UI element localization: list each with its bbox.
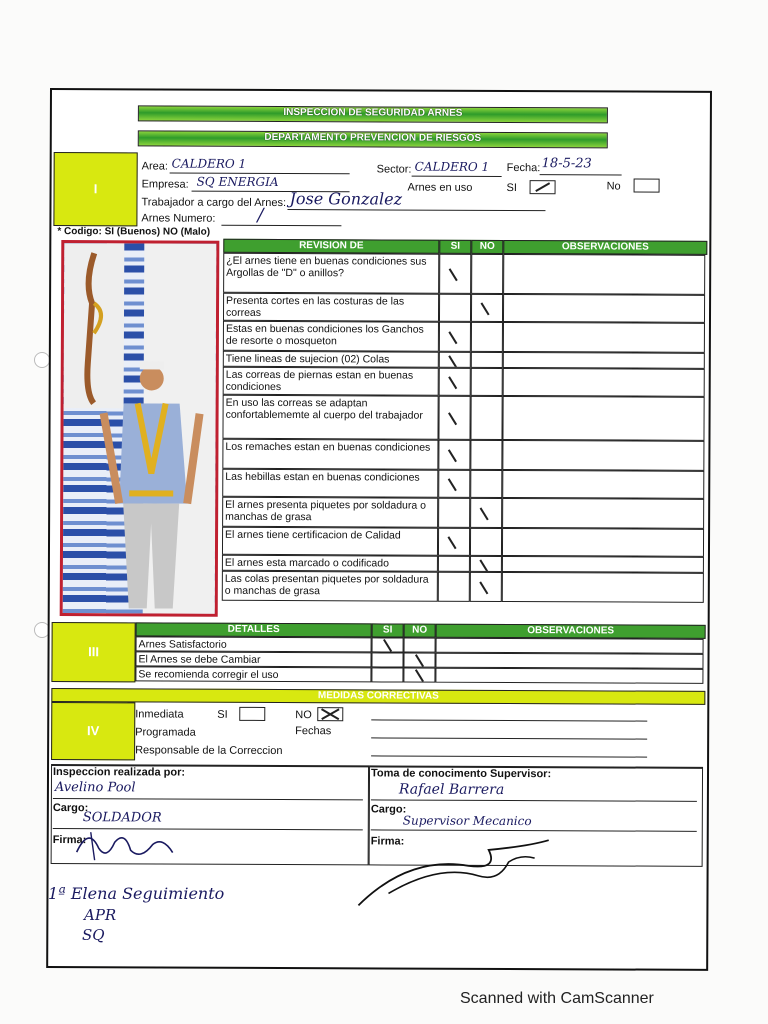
checklist-obs-cell: [503, 352, 705, 369]
check-mark: [446, 412, 464, 422]
check-mark: [445, 536, 463, 546]
checklist-obs-cell: [503, 368, 705, 397]
checklist-obs-cell: [503, 322, 705, 353]
checklist-obs-cell: [502, 440, 704, 471]
checklist-item-text: En uso las correas se adaptan confortablememte al cuerpo del trabajador: [222, 395, 438, 440]
checklist-no-cell[interactable]: [470, 440, 502, 470]
detalles-no-cell[interactable]: [403, 668, 435, 683]
inmediata-label: Inmediata: [135, 708, 184, 721]
check-mark: [477, 559, 495, 569]
inmediata-line: [371, 719, 647, 721]
check-mark: [446, 376, 464, 386]
inspeccion-label: Inspeccion realizada por:: [52, 766, 186, 779]
revision-no-header: NO: [471, 240, 503, 254]
checklist-obs-cell: [502, 528, 704, 557]
checklist-si-cell[interactable]: [438, 528, 470, 556]
checklist-no-cell[interactable]: [471, 368, 503, 396]
checklist-obs-cell: [502, 556, 704, 573]
arnes-uso-label: Arnes en uso: [407, 181, 473, 194]
checklist-si-cell[interactable]: [439, 254, 471, 294]
arnes-uso-no-checkbox[interactable]: [634, 179, 660, 193]
supervisor-value: Rafael Barrera: [398, 781, 505, 798]
fecha-value: 18-5-23: [541, 156, 592, 172]
checklist-item-text: Las correas de piernas estan en buenas condiciones: [223, 367, 439, 396]
fecha-line: [540, 174, 622, 175]
check-mark: [446, 355, 464, 365]
section-roman-iii: III: [51, 622, 135, 682]
codigo-note: * Codigo: SI (Buenos) NO (Malo): [57, 226, 211, 238]
checklist-si-cell[interactable]: [439, 368, 471, 396]
empresa-label: Empresa:: [141, 178, 189, 191]
fechas-label: Fechas: [295, 725, 332, 738]
detalles-obs-cell: [435, 653, 703, 669]
checklist-no-cell[interactable]: [471, 352, 503, 368]
responsable-label: Responsable de la Correccion: [135, 744, 283, 758]
checklist-item-text: Las hebillas estan en buenas condiciones: [222, 469, 438, 498]
programada-line: [371, 737, 647, 739]
checklist-no-cell[interactable]: [471, 322, 503, 352]
checklist-obs-cell: [503, 294, 705, 323]
check-mark: [412, 654, 430, 664]
responsable-line: [371, 755, 647, 757]
arnes-numero-label: Arnes Numero:: [141, 212, 216, 225]
check-mark: [477, 581, 495, 591]
trabajador-label: Trabajador a cargo del Arnes:: [141, 196, 287, 210]
checklist-item-text: El arnes tiene certificacion de Calidad: [222, 527, 438, 556]
checklist-item-text: Las colas presentan piquetes por soldadura o manchas de grasa: [222, 571, 438, 602]
arnes-numero-line: [221, 225, 341, 227]
detalles-si-cell[interactable]: [371, 652, 403, 667]
detalles-table: [52, 90, 710, 93]
check-mark: [478, 302, 496, 312]
checklist-table: [52, 90, 710, 93]
check-mark: [477, 507, 495, 517]
checklist-no-cell[interactable]: [470, 470, 502, 498]
checklist-obs-cell: [502, 396, 704, 441]
check-mark: [381, 638, 399, 648]
sector-line: [412, 176, 502, 177]
checklist-si-cell[interactable]: [439, 352, 471, 368]
checklist-no-cell[interactable]: [471, 254, 503, 294]
revision-si-header: SI: [439, 240, 471, 254]
detalles-no-header: NO: [404, 624, 436, 638]
supervisor-signature: [348, 835, 558, 916]
checklist-item-text: Los remaches estan en buenas condiciones: [222, 439, 438, 470]
firma-label: Firma:: [52, 834, 87, 847]
supervisor-label: Toma de conocimento Supervisor:: [370, 767, 552, 781]
checklist-si-cell[interactable]: [438, 556, 470, 572]
si-label: SI: [506, 181, 518, 195]
trabajador-line: [287, 209, 545, 211]
bottom-note-line1: 1ª Elena Seguimiento: [48, 884, 225, 903]
checklist-si-cell[interactable]: [439, 294, 471, 322]
inmediata-no-checkbox[interactable]: [317, 707, 343, 721]
inmediata-si-checkbox[interactable]: [239, 707, 265, 721]
detalles-si-cell[interactable]: [372, 637, 404, 652]
detalles-si-cell[interactable]: [371, 667, 403, 682]
sup-cargo-label: Cargo:: [370, 803, 407, 816]
inspeccion-value: Avelino Pool: [54, 780, 136, 796]
cargo-value: SOLDADOR: [82, 810, 162, 826]
checklist-item-text: Estas en buenas condiciones los Ganchos de resorte o mosqueton: [223, 321, 439, 352]
inmediata-no-label: NO: [295, 709, 312, 722]
checklist-item-text: El arnes esta marcado o codificado: [222, 555, 438, 572]
arnes-numero-scribble: /: [257, 204, 264, 226]
detalles-no-cell[interactable]: [403, 653, 435, 668]
revision-header: REVISION DE: [223, 239, 439, 254]
empresa-value: SQ ENERGIA: [196, 174, 279, 189]
medidas-header: MEDIDAS CORRECTIVAS: [51, 688, 705, 705]
checklist-no-cell[interactable]: [470, 396, 502, 440]
bottom-note-line2: APR: [84, 906, 117, 924]
bottom-note-line3: SQ: [82, 926, 105, 944]
camscanner-watermark: Scanned with CamScanner: [460, 990, 654, 1007]
no-label: No: [606, 180, 621, 193]
trabajador-value: Jose Gonzalez: [289, 189, 403, 209]
check-mark: [446, 268, 464, 278]
inspector-signature: [69, 824, 179, 864]
detalles-obs-cell: [435, 668, 703, 684]
detalles-item-text: Se recomienda corregir el uso: [135, 666, 371, 682]
checklist-no-cell[interactable]: [470, 556, 502, 572]
check-mark: [445, 478, 463, 488]
detalles-item-text: Arnes Satisfactorio: [136, 636, 372, 652]
checklist-no-cell[interactable]: [471, 294, 503, 322]
programada-label: Programada: [135, 726, 196, 739]
checklist-item-text: El arnes presenta piquetes por soldadura o manchas de grasa: [222, 497, 438, 528]
detalles-item-text: El Arnes se debe Cambiar: [135, 651, 371, 667]
inspection-form: [46, 88, 712, 971]
checklist-si-cell[interactable]: [438, 396, 470, 440]
checklist-si-cell[interactable]: [438, 440, 470, 470]
checklist-si-cell[interactable]: [439, 322, 471, 352]
fecha-label: Fecha:: [506, 161, 541, 175]
punch-hole: [34, 352, 50, 368]
checklist-item-text: ¿El arnes tiene en buenas condiciones sus Argollas de "D" o anillos?: [223, 253, 439, 294]
check-mark: [446, 331, 464, 341]
harness-worker-photo: [60, 240, 220, 617]
sup-firma-label: Firma:: [370, 835, 405, 848]
sup-cargo-value: Supervisor Mecanico: [402, 813, 532, 829]
form-title: INSPECCION DE SEGURIDAD ARNES: [138, 105, 608, 123]
checklist-si-cell[interactable]: [438, 498, 470, 528]
arnes-uso-si-checkbox[interactable]: [530, 180, 556, 194]
detalles-si-header: SI: [372, 623, 404, 637]
checklist-obs-cell: [502, 498, 704, 529]
inmediata-si-label: SI: [217, 708, 228, 721]
checklist-obs-cell: [502, 470, 704, 499]
checklist-obs-cell: [503, 254, 705, 295]
checklist-no-cell[interactable]: [470, 572, 502, 602]
checklist-no-cell[interactable]: [470, 528, 502, 556]
checklist-item-text: Presenta cortes en las costuras de las correas: [223, 293, 439, 322]
sector-value: CALDERO 1: [414, 159, 490, 174]
revision-obs-header: OBSERVACIONES: [503, 240, 707, 255]
section-roman-i: I: [53, 152, 137, 226]
area-label: Area:: [141, 160, 168, 173]
cargo-label: Cargo:: [52, 802, 89, 815]
department-title: DEPARTAMENTO PREVENCION DE RIESGOS: [138, 130, 608, 148]
checklist-item-text: Tiene lineas de sujecion (02) Colas: [223, 351, 439, 368]
checklist-si-cell[interactable]: [438, 572, 470, 602]
check-mark: [412, 669, 430, 679]
detalles-obs-header: OBSERVACIONES: [436, 624, 706, 639]
detalles-obs-cell: [436, 638, 704, 654]
checklist-obs-cell: [502, 572, 704, 603]
detalles-no-cell[interactable]: [404, 638, 436, 653]
checklist-no-cell[interactable]: [470, 498, 502, 528]
sector-label: Sector:: [376, 163, 412, 176]
detalles-header: DETALLES: [136, 622, 372, 637]
section-roman-iv: IV: [51, 702, 135, 760]
area-value: CALDERO 1: [171, 156, 247, 171]
check-mark: [445, 449, 463, 459]
checklist-si-cell[interactable]: [438, 470, 470, 498]
